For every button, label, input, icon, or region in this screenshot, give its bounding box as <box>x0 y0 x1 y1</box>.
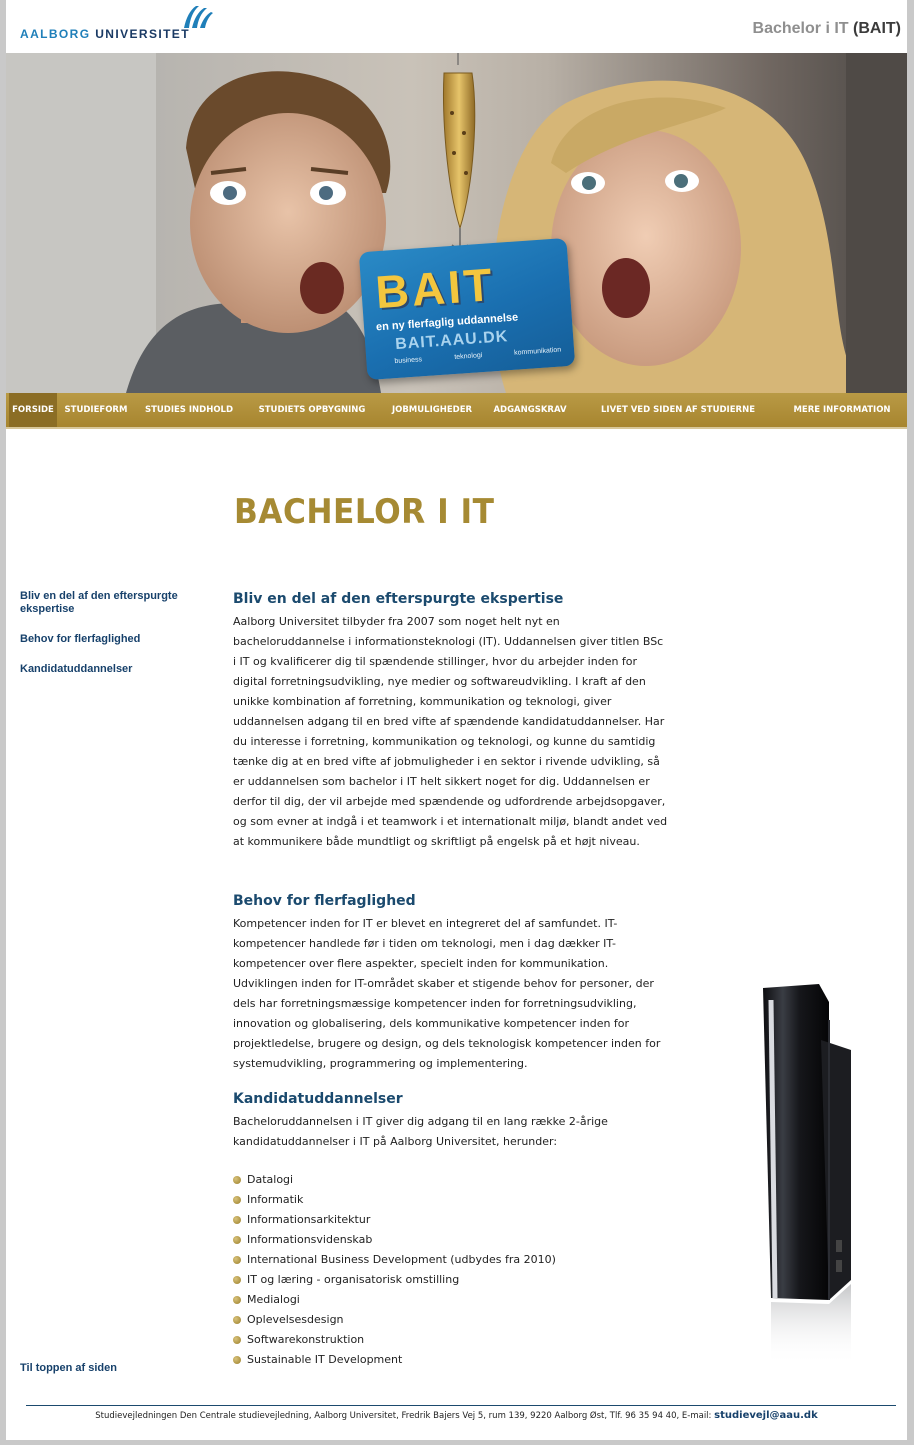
nav-item-mere-information[interactable]: MERE INFORMATION <box>793 405 891 415</box>
logo-word-aalborg: AALBORG <box>20 27 91 41</box>
main-nav <box>6 393 907 429</box>
logo-wordmark <box>20 27 190 41</box>
footer-email-link[interactable]: studievejl@aau.dk <box>714 1410 818 1421</box>
list-item-text: Informationsarkitektur <box>247 1213 371 1226</box>
site-header <box>6 0 907 53</box>
site-title-abbr: (BAIT) <box>853 20 901 37</box>
section-body: Aalborg Universitet tilbyder fra 2007 som noget helt nyt en bacheloruddannelse i informationsteknologi (IT). Uddannelsen giver titlen BSc i IT og kvalificerer dig til spændende stillinger, hvor du arbejder inden for digital forretningsudvikling, nye medier og softwareudvikling. I kraft af den unikke kombination af forretning, kommunikation og teknologi, giver uddannelsen adgang til en bred vifte af spændende kandidatuddannelser. Har du interesse i forretning, kommunikation og teknologi, og kunne du samtidig tænke dig at en bred vifte af jobmuligheder i en sektor i rivende udvikling, så er uddannelsen som bachelor i IT helt sikkert noget for dig. Uddannelsen er derfor til dig, der vil arbejde med spændende og udfordrende arbejdsopgaver, og som evner at indgå i et teamwork i et internationalt miljø, blandt andet ved at kommunikere både mundtligt og skriftligt på engelsk på et højt niveau. <box>233 615 668 848</box>
bait-card-tag-teknologi: teknologi <box>454 352 483 361</box>
nav-item-adgangskrav[interactable]: ADGANGSKRAV <box>493 405 567 415</box>
bullet-icon <box>233 1216 241 1224</box>
list-item <box>233 1210 668 1230</box>
back-to-top-link[interactable]: Til toppen af siden <box>20 1362 117 1374</box>
bullet-icon <box>233 1176 241 1184</box>
page <box>6 0 907 1440</box>
game-console-image <box>751 980 861 1365</box>
list-item-text: Informatik <box>247 1193 304 1206</box>
section-body: Kompetencer inden for IT er blevet en integreret del af samfundet. IT-kompetencer handlede før i tiden om teknologi, men i dag dækker IT-kompetencer over flere aspekter, specielt inden for kommunikation. Udviklingen inden for IT-området skaber et stigende behov for personer, der dels har forretningsmæssige kompetencer inden for forretningsudvikling, innovation og globalisering, dels kommunikative kompetencer inden for projektledelse, brugere og design, og dels teknologisk kompetencer inden for systemudvikling, programmering og implementering. <box>233 917 661 1070</box>
bullet-icon <box>233 1336 241 1344</box>
bait-card-tag-business: business <box>394 356 423 366</box>
section-heading: Bliv en del af den efterspurgte ekspertise <box>233 591 564 607</box>
list-item <box>233 1170 668 1190</box>
footer-divider <box>26 1405 896 1406</box>
side-link-kandidatuddannelser[interactable]: Kandidatuddannelser <box>20 663 133 675</box>
nav-item-studiets-opbygning[interactable]: STUDIETS OPBYGNING <box>258 405 366 415</box>
section-heading: Kandidatuddannelser <box>233 1091 403 1107</box>
list-item-text: Oplevelsesdesign <box>247 1313 344 1326</box>
nav-item-jobmuligheder[interactable]: JOBMULIGHEDER <box>391 405 473 415</box>
nav-item-forside[interactable]: FORSIDE <box>9 393 57 427</box>
side-nav <box>20 590 210 693</box>
bullet-icon <box>233 1296 241 1304</box>
bullet-icon <box>233 1196 241 1204</box>
bait-card-url: BAIT.AAU.DK <box>394 328 509 354</box>
section-body: Bacheloruddannelsen i IT giver dig adgang til en lang række 2-årige kandidatuddannelser i IT på Aalborg Universitet, herunder: <box>233 1115 608 1148</box>
bait-card-subtitle: en ny flerfaglig uddannelse <box>375 311 519 334</box>
program-list <box>233 1170 668 1370</box>
section-kandidatuddannelser <box>233 1090 668 1370</box>
bullet-icon <box>233 1256 241 1264</box>
nav-item-livet-ved-siden[interactable]: LIVET VED SIDEN AF STUDIERNE <box>601 405 755 415</box>
page-title: BACHELOR I IT <box>234 492 495 532</box>
side-link-ekspertise[interactable]: Bliv en del af den efterspurgte ekspertise <box>20 590 178 615</box>
list-item-text: Medialogi <box>247 1293 300 1306</box>
bait-card <box>359 238 575 380</box>
list-item-text: Informationsvidenskab <box>247 1233 373 1246</box>
section-heading: Behov for flerfaglighed <box>233 893 416 909</box>
list-item <box>233 1310 668 1330</box>
list-item-text: IT og læring - organisatorisk omstilling <box>247 1273 460 1286</box>
nav-item-studieform[interactable]: STUDIEFORM <box>64 405 128 415</box>
list-item <box>233 1290 668 1310</box>
list-item-text: Sustainable IT Development <box>247 1353 403 1366</box>
bullet-icon <box>233 1276 241 1284</box>
bullet-icon <box>233 1316 241 1324</box>
bullet-icon <box>233 1236 241 1244</box>
list-item <box>233 1350 668 1370</box>
list-item <box>233 1270 668 1290</box>
list-item-text: Softwarekonstruktion <box>247 1333 365 1346</box>
aau-logo[interactable] <box>20 4 235 40</box>
section-flerfaglighed <box>233 892 668 1074</box>
list-item <box>233 1190 668 1210</box>
section-ekspertise <box>233 590 668 852</box>
hero-banner-image <box>6 53 907 393</box>
list-item-text: Datalogi <box>247 1173 294 1186</box>
bait-card-title: BAIT <box>373 258 497 319</box>
list-item <box>233 1230 668 1250</box>
list-item <box>233 1250 668 1270</box>
bullet-icon <box>233 1356 241 1364</box>
bait-card-tag-kommunikation: kommunikation <box>513 346 562 357</box>
site-title-text: Bachelor i IT <box>752 20 849 37</box>
nav-item-studies-indhold[interactable]: STUDIES INDHOLD <box>144 405 234 415</box>
site-title <box>753 20 901 38</box>
side-link-flerfaglighed[interactable]: Behov for flerfaglighed <box>20 633 141 645</box>
list-item <box>233 1330 668 1350</box>
footer-address: Studievejledningen Den Centrale studievejledning, Aalborg Universitet, Fredrik Bajers Vej 5, rum 139, 9220 Aalborg Øst, Tlf. 96 35 94 40, E-mail: <box>95 1411 712 1421</box>
list-item-text: International Business Development (udbydes fra 2010) <box>247 1253 556 1266</box>
site-footer <box>6 1410 907 1421</box>
logo-word-universitet: UNIVERSITET <box>95 27 190 41</box>
